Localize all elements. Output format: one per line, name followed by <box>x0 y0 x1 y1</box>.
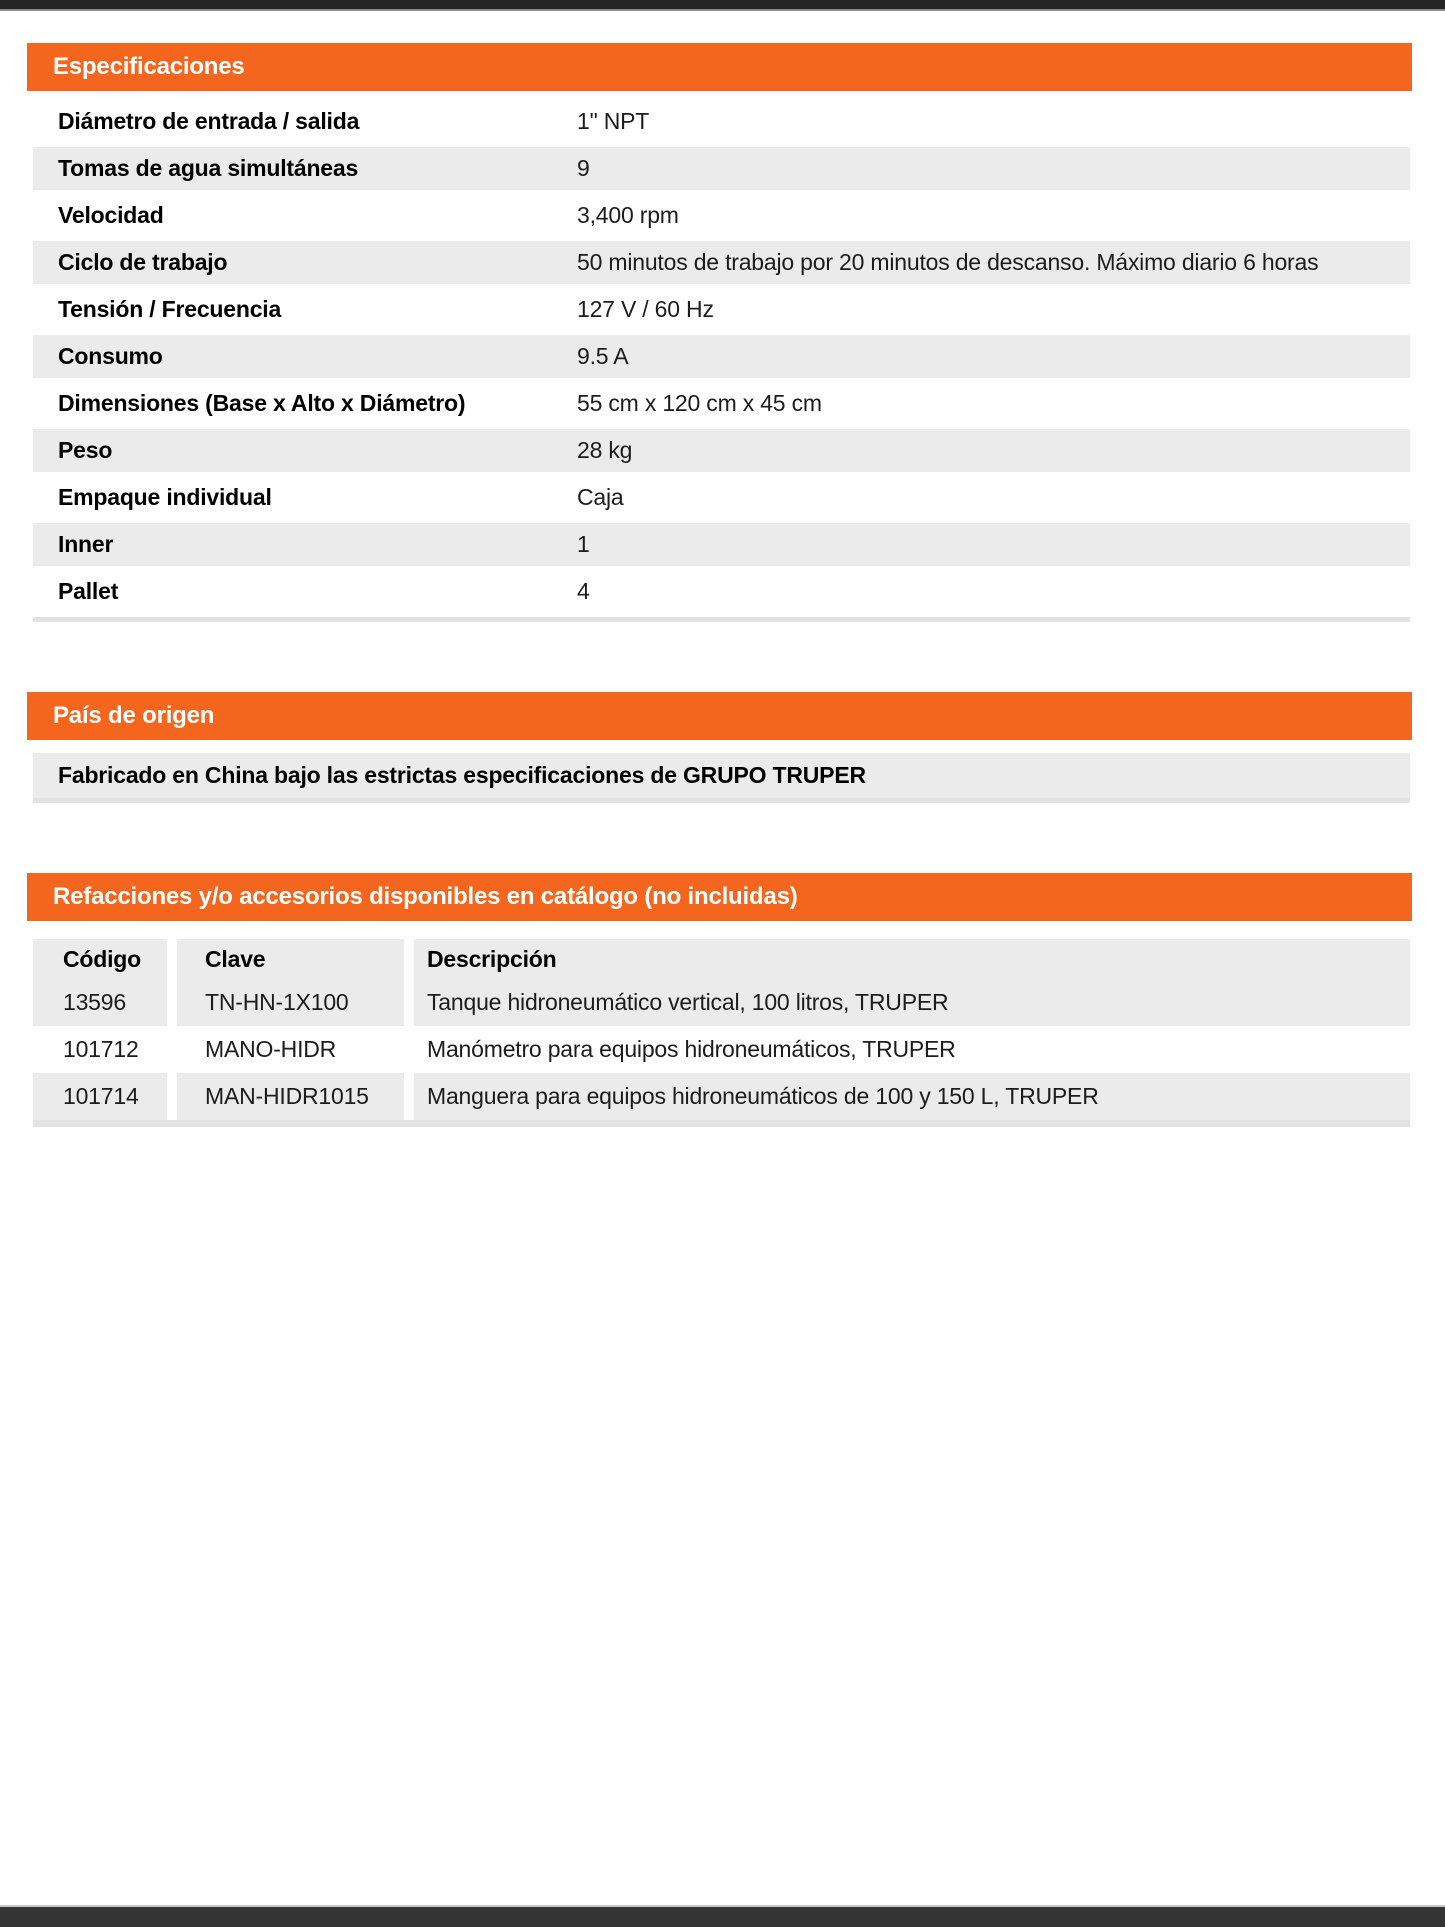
parts-row <box>33 1073 1410 1120</box>
parts-section <box>0 873 1445 1127</box>
spec-row <box>33 382 1410 429</box>
specifications-bottom-divider <box>33 617 1410 622</box>
spec-value: 55 cm x 120 cm x 45 cm <box>577 390 822 416</box>
origin-bottom-divider <box>33 798 1410 803</box>
parts-cell-clave: MAN-HIDR1015 <box>177 1073 404 1120</box>
parts-row <box>33 979 1410 1026</box>
spec-value: 50 minutos de trabajo por 20 minutos de descanso. Máximo diario 6 horas <box>577 249 1319 275</box>
origin-header <box>27 692 1412 740</box>
origin-title: País de origen <box>53 702 215 729</box>
spec-row <box>33 429 1410 476</box>
parts-col-header-codigo: Código <box>33 939 167 979</box>
parts-title: Refacciones y/o accesorios disponibles en catálogo (no incluidas) <box>53 883 798 910</box>
parts-col-header-clave: Clave <box>177 939 404 979</box>
spec-label: Ciclo de trabajo <box>58 249 228 275</box>
parts-cell-descripcion: Manguera para equipos hidroneumáticos de 100 y 150 L, TRUPER <box>414 1073 1410 1120</box>
spec-value: 1 <box>577 531 590 557</box>
specifications-section <box>0 43 1445 622</box>
spec-label: Diámetro de entrada / salida <box>58 108 360 134</box>
parts-cell-codigo: 101714 <box>33 1073 167 1120</box>
spec-label: Consumo <box>58 343 163 369</box>
parts-cell-descripcion: Manómetro para equipos hidroneumáticos, TRUPER <box>427 1036 956 1062</box>
spec-row <box>33 335 1410 382</box>
spec-value: 9.5 A <box>577 343 629 369</box>
spec-label: Tomas de agua simultáneas <box>58 155 359 181</box>
specifications-header <box>27 43 1412 91</box>
spec-label: Tensión / Frecuencia <box>58 296 282 322</box>
spec-label: Empaque individual <box>58 484 272 510</box>
origin-statement: Fabricado en China bajo las estrictas especificaciones de GRUPO TRUPER <box>33 753 1410 798</box>
top-chrome-bar <box>0 0 1445 9</box>
specifications-title: Especificaciones <box>53 53 245 80</box>
parts-cell-codigo: 13596 <box>33 979 167 1026</box>
parts-row <box>33 1026 1410 1073</box>
spec-value: Caja <box>577 484 624 510</box>
spec-label: Velocidad <box>58 202 164 228</box>
parts-table <box>33 939 1410 1120</box>
spec-value: 4 <box>577 578 590 604</box>
parts-header <box>27 873 1412 921</box>
spec-row <box>33 288 1410 335</box>
spec-row <box>33 100 1410 147</box>
spec-label: Dimensiones (Base x Alto x Diámetro) <box>58 390 466 416</box>
spec-label: Peso <box>58 437 113 463</box>
spec-row <box>33 523 1410 570</box>
spec-label: Pallet <box>58 578 119 604</box>
parts-header-row <box>33 939 1410 979</box>
spec-value: 9 <box>577 155 590 181</box>
bottom-chrome-bar <box>0 1907 1445 1927</box>
parts-cell-descripcion: Tanque hidroneumático vertical, 100 litros, TRUPER <box>414 979 1410 1026</box>
parts-bottom-divider <box>33 1120 1410 1127</box>
spec-row <box>33 570 1410 617</box>
spec-row <box>33 476 1410 523</box>
spec-row <box>33 194 1410 241</box>
spec-row <box>33 147 1410 194</box>
specifications-table <box>33 100 1410 617</box>
parts-cell-clave: TN-HN-1X100 <box>177 979 404 1026</box>
spec-value: 3,400 rpm <box>577 202 679 228</box>
origin-section <box>0 692 1445 803</box>
spec-row <box>33 241 1410 288</box>
spec-value: 28 kg <box>577 437 633 463</box>
parts-col-header-descripcion: Descripción <box>414 939 1410 979</box>
parts-cell-codigo: 101712 <box>63 1036 139 1062</box>
top-chrome-divider <box>0 9 1445 11</box>
parts-cell-clave: MANO-HIDR <box>205 1036 337 1062</box>
spec-label: Inner <box>58 531 114 557</box>
spec-value: 1" NPT <box>577 108 650 134</box>
spec-value: 127 V / 60 Hz <box>577 296 714 322</box>
